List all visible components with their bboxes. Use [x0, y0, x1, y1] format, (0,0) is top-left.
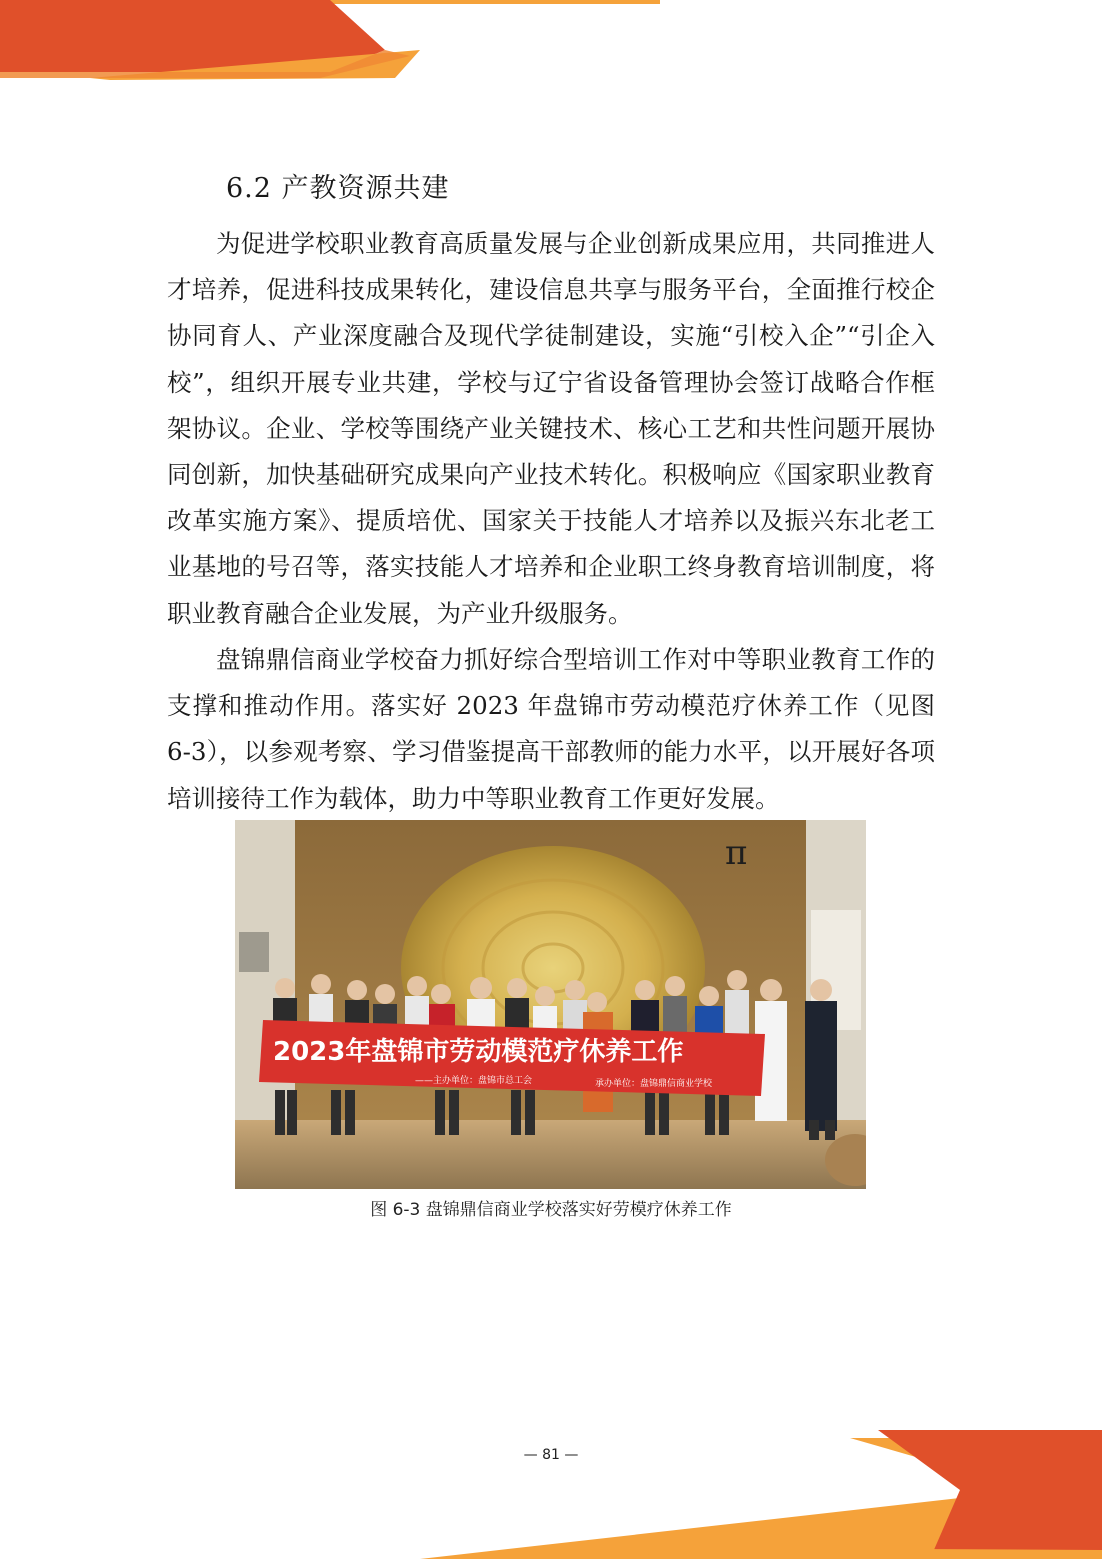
page-number: — 81 —: [523, 1447, 579, 1463]
figure-photo: [235, 820, 866, 1189]
figure-caption: 图 6-3 盘锦鼎信商业学校落实好劳模疗休养工作: [370, 1200, 732, 1220]
banner-organizer: ——主办单位：盘锦市总工会: [415, 1076, 533, 1086]
banner-host: 承办单位：盘锦鼎信商业学校: [595, 1079, 713, 1089]
pi-symbol: π: [725, 833, 748, 873]
section-heading: 6.2 产教资源共建: [226, 173, 450, 204]
banner-title: 2023年盘锦市劳动模范疗休养工作: [273, 1037, 684, 1067]
bottom-decoration: [0, 1430, 1102, 1559]
body-paragraph: 盘锦鼎信商业学校奋力抓好综合型培训工作对中等职业教育工作的支撑和推动作用。落实好 2023 年盘锦市劳动模范疗休养工作（见图 6-3），以参观考察、学习借鉴提高干部教师的能力水平，以开展好各项培训接待工作为载体，助力中等职业教育工作更好发展。: [167, 645, 935, 813]
top-decoration: [0, 0, 1102, 90]
body-paragraph: 为促进学校职业教育高质量发展与企业创新成果应用，共同推进人才培养，促进科技成果转化，建设信息共享与服务平台，全面推行校企协同育人、产业深度融合及现代学徒制建设，实施“引校入企”“引企入校”，组织开展专业共建，学校与辽宁省设备管理协会签订战略合作框架协议。企业、学校等围绕产业关键技术、核心工艺和共性问题开展协同创新，加快基础研究成果向产业技术转化。积极响应《国家职业教育改革实施方案》、提质培优、国家关于技能人才培养以及振兴东北老工业基地的号召等，落实技能人才培养和企业职工终身教育培训制度，将职业教育融合企业发展，为产业升级服务。: [167, 229, 935, 628]
